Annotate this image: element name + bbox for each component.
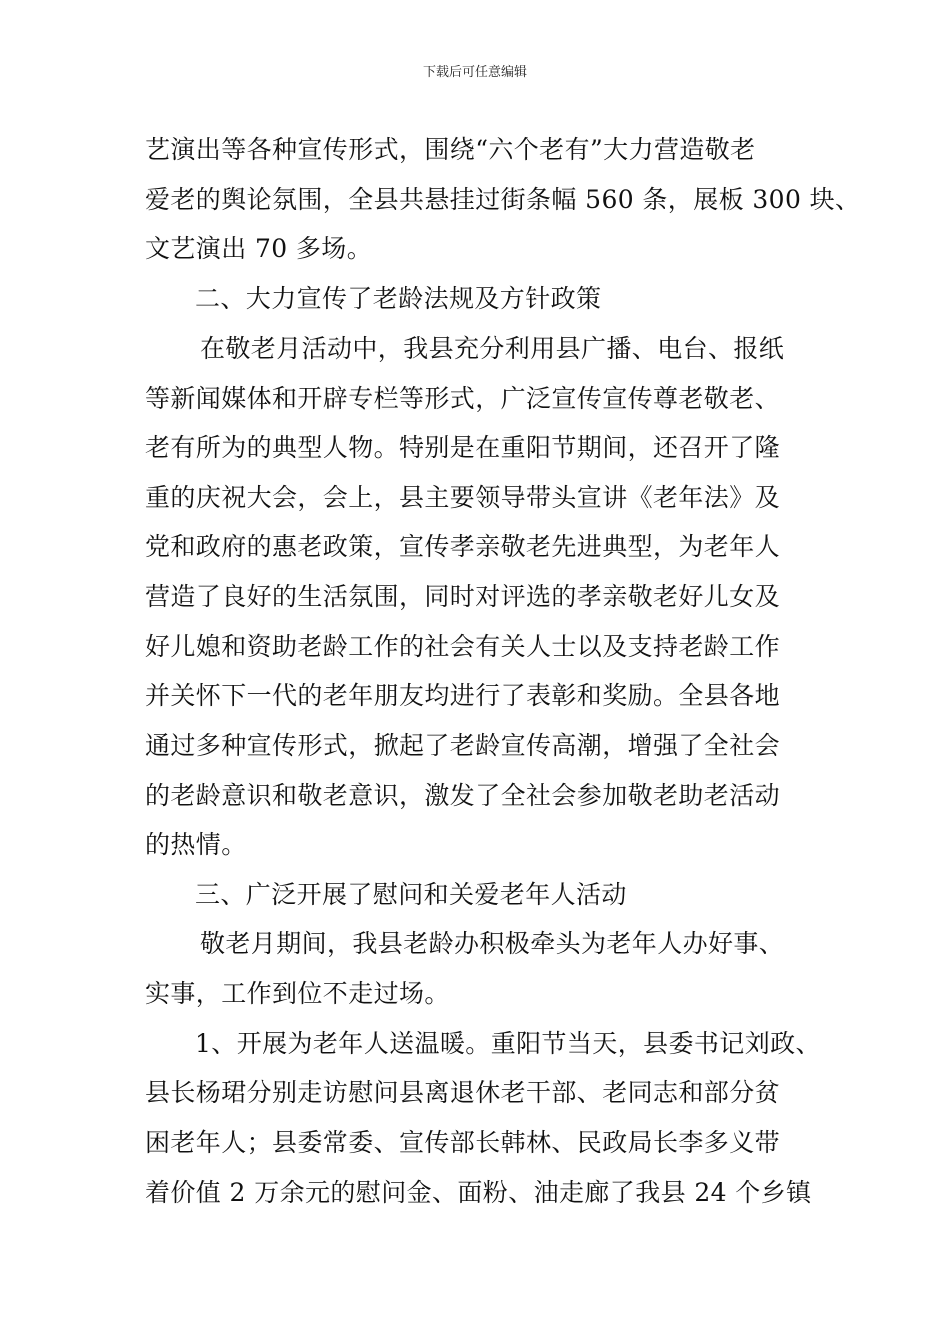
paragraph-first-line: 1、开展为老年人送温暖。重阳节当天，县委书记刘政、 <box>195 1029 821 1058</box>
page-header: 下载后可任意编辑 <box>422 65 527 80</box>
body-text-line: 文艺演出 70 多场。 <box>145 234 373 263</box>
body-text-line: 艺演出等各种宣传形式，围绕“六个老有”大力营造敬老 <box>145 135 756 164</box>
body-text-line: 老有所为的典型人物。特别是在重阳节期间，还召开了隆 <box>145 433 781 462</box>
body-text-line: 困老年人；县委常委、宣传部长韩林、民政局长李多义带 <box>145 1128 781 1157</box>
body-text-line: 县长杨珺分别走访慰问县离退休老干部、老同志和部分贫 <box>145 1078 781 1107</box>
body-text-line: 好儿媳和资助老龄工作的社会有关人士以及支持老龄工作 <box>145 632 781 661</box>
body-text-line: 爱老的舆论氛围，全县共悬挂过街条幅 560 条，展板 300 块、 <box>145 185 861 214</box>
body-text-line: 的老龄意识和敬老意识，激发了全社会参加敬老助老活动 <box>145 781 781 810</box>
paragraph-first-line: 敬老月期间，我县老龄办积极牵头为老年人办好事、 <box>200 929 785 958</box>
body-text-line: 营造了良好的生活氛围，同时对评选的孝亲敬老好儿女及 <box>145 582 781 611</box>
body-text-line: 等新闻媒体和开辟专栏等形式，广泛宣传宣传尊老敬老、 <box>145 384 781 413</box>
body-text-line: 党和政府的惠老政策，宣传孝亲敬老先进典型，为老年人 <box>145 532 781 561</box>
section-heading: 二、大力宣传了老龄法规及方针政策 <box>195 284 602 313</box>
body-text-line: 并关怀下一代的老年朋友均进行了表彰和奖励。全县各地 <box>145 681 781 710</box>
body-text-line: 实事，工作到位不走过场。 <box>145 979 450 1008</box>
body-text-line: 的热情。 <box>145 830 247 859</box>
section-heading: 三、广泛开展了慰问和关爱老年人活动 <box>195 880 627 909</box>
body-text-line: 着价值 2 万余元的慰问金、面粉、油走廊了我县 24 个乡镇 <box>145 1178 812 1207</box>
body-text-line: 重的庆祝大会，会上，县主要领导带头宣讲《老年法》及 <box>145 483 781 512</box>
body-text-line: 通过多种宣传形式，掀起了老龄宣传高潮，增强了全社会 <box>145 731 781 760</box>
paragraph-first-line: 在敬老月活动中，我县充分利用县广播、电台、报纸 <box>200 334 785 363</box>
